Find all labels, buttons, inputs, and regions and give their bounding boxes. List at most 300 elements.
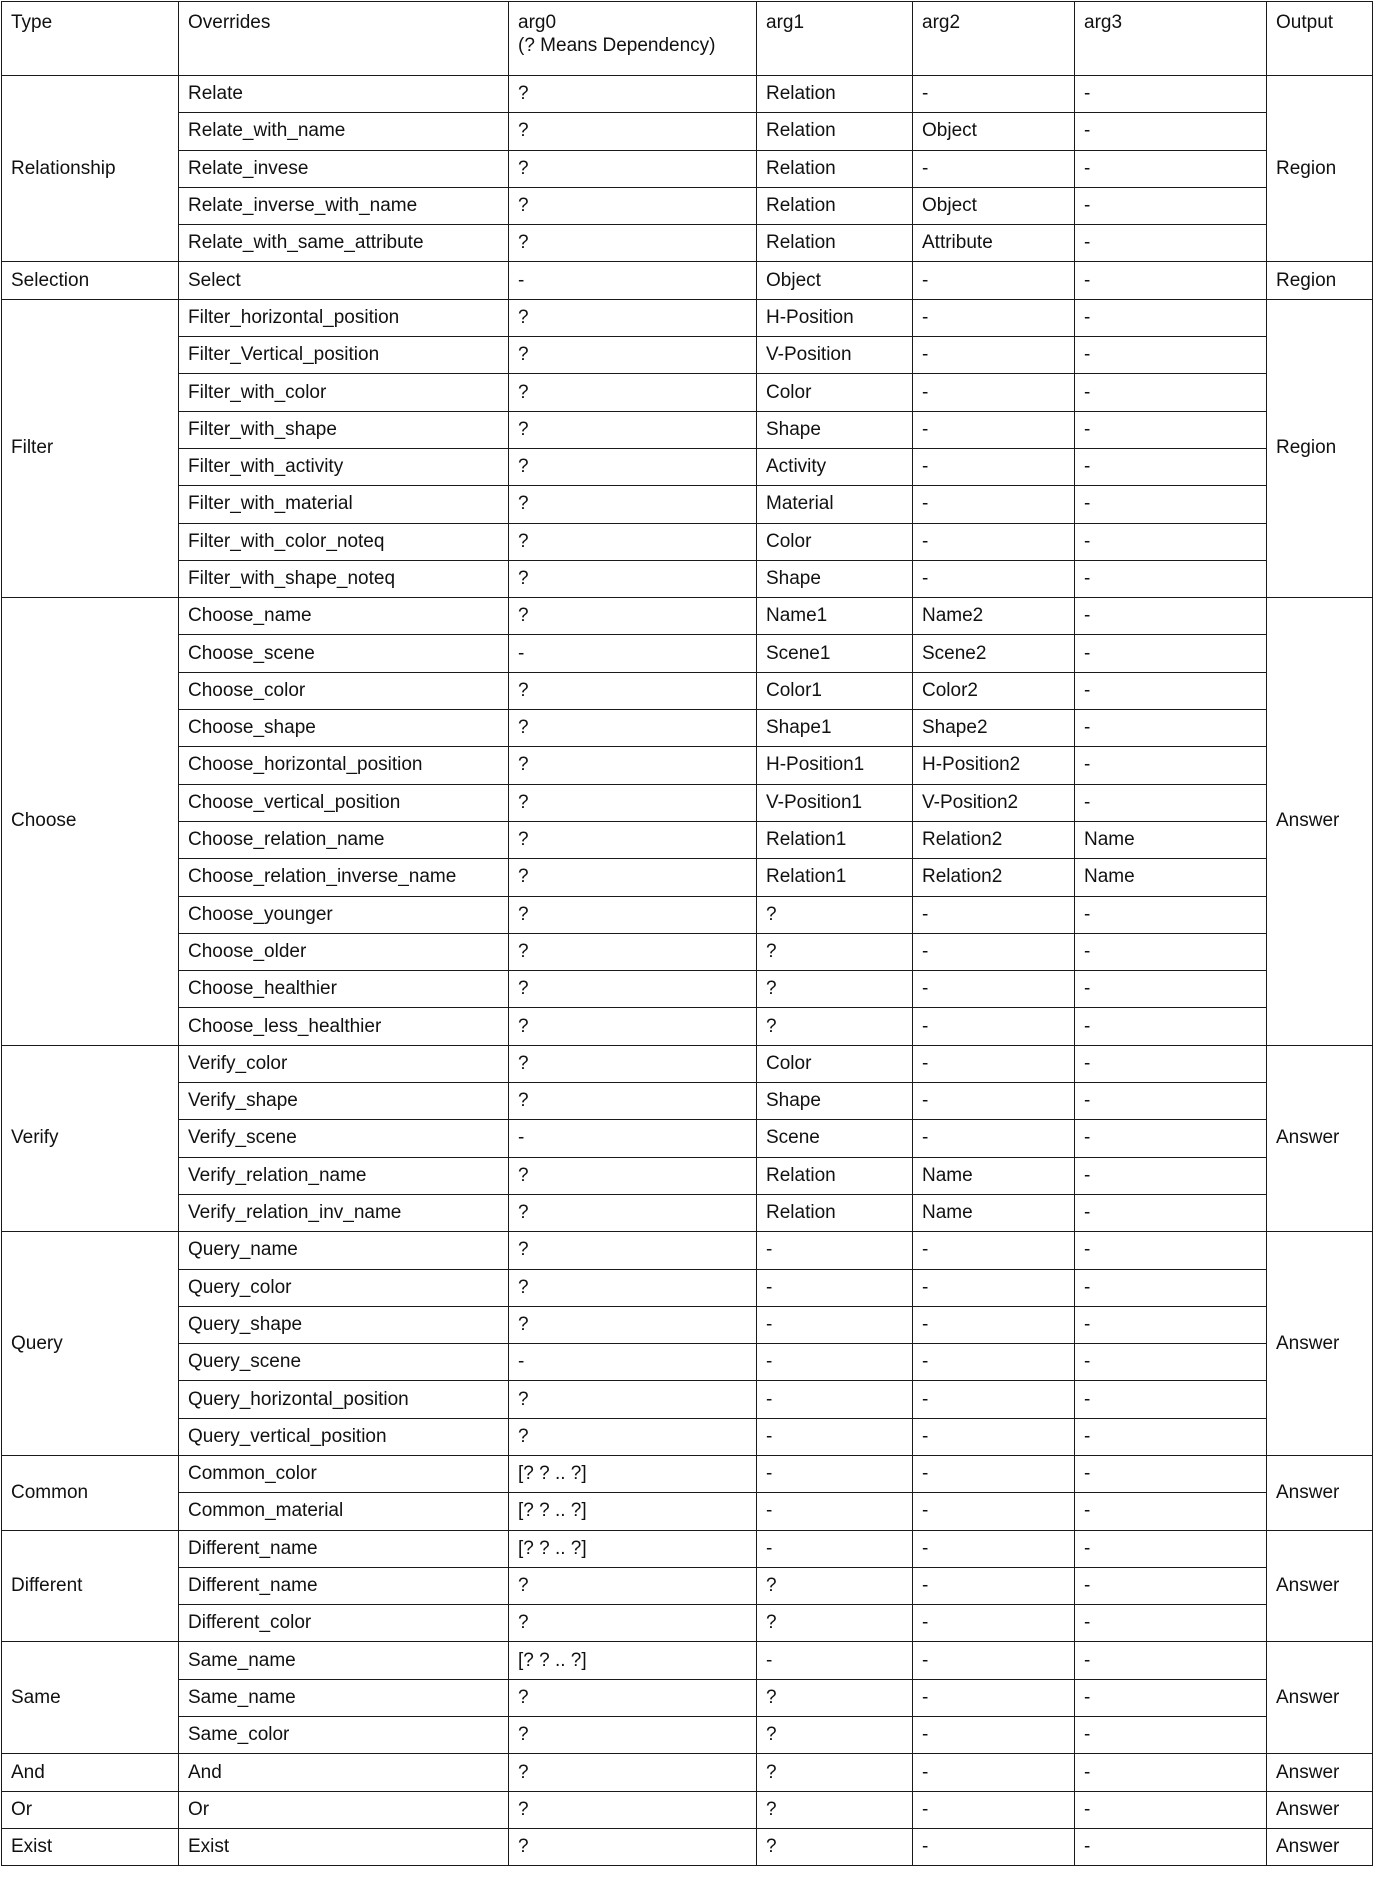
arg1-cell: ? — [757, 896, 913, 933]
type-cell: Exist — [2, 1828, 179, 1865]
table-row — [2, 896, 1373, 933]
table-row — [2, 1083, 1373, 1120]
arg0-cell: ? — [509, 76, 757, 113]
arg0-cell: ? — [509, 859, 757, 896]
arg0-cell: ? — [509, 448, 757, 485]
arg1-cell: V-Position1 — [757, 784, 913, 821]
override-cell: Filter_horizontal_position — [179, 299, 509, 336]
arg1-cell: V-Position — [757, 337, 913, 374]
header-output: Output — [1267, 2, 1373, 76]
arg3-cell: - — [1075, 747, 1267, 784]
arg3-cell: - — [1075, 784, 1267, 821]
arg3-cell: - — [1075, 1605, 1267, 1642]
arg1-cell: - — [757, 1455, 913, 1492]
header-overrides: Overrides — [179, 2, 509, 76]
override-cell: Verify_relation_inv_name — [179, 1194, 509, 1231]
table-row — [2, 262, 1373, 299]
override-cell: Query_name — [179, 1232, 509, 1269]
arg2-cell: - — [913, 1232, 1075, 1269]
arg3-cell: - — [1075, 672, 1267, 709]
override-cell: Filter_with_shape — [179, 411, 509, 448]
arg1-cell: Color — [757, 374, 913, 411]
arg1-cell: Relation — [757, 150, 913, 187]
override-cell: Verify_scene — [179, 1120, 509, 1157]
table-row — [2, 1791, 1373, 1828]
arg3-cell: - — [1075, 1157, 1267, 1194]
table-row — [2, 933, 1373, 970]
output-cell: Answer — [1267, 1232, 1373, 1456]
override-cell: Verify_color — [179, 1045, 509, 1082]
arg0-cell: ? — [509, 896, 757, 933]
arg2-cell: - — [913, 1530, 1075, 1567]
output-cell: Answer — [1267, 598, 1373, 1046]
arg3-cell: - — [1075, 933, 1267, 970]
output-cell: Region — [1267, 76, 1373, 262]
arg2-cell: Name — [913, 1157, 1075, 1194]
table-row — [2, 1493, 1373, 1530]
arg3-cell: Name — [1075, 859, 1267, 896]
arg2-cell: - — [913, 1418, 1075, 1455]
output-cell: Region — [1267, 262, 1373, 299]
arg0-cell: ? — [509, 299, 757, 336]
arg2-cell: - — [913, 933, 1075, 970]
override-cell: Query_vertical_position — [179, 1418, 509, 1455]
override-cell: Filter_with_material — [179, 486, 509, 523]
arg2-cell: Shape2 — [913, 710, 1075, 747]
arg3-cell: - — [1075, 971, 1267, 1008]
arg3-cell: - — [1075, 150, 1267, 187]
arg1-cell: - — [757, 1232, 913, 1269]
table-row — [2, 113, 1373, 150]
arg3-cell: - — [1075, 1381, 1267, 1418]
arg1-cell: - — [757, 1418, 913, 1455]
arg1-cell: - — [757, 1344, 913, 1381]
arg2-cell: - — [913, 560, 1075, 597]
arg2-cell: Name2 — [913, 598, 1075, 635]
arg2-cell: - — [913, 1008, 1075, 1045]
table-row — [2, 710, 1373, 747]
override-cell: Select — [179, 262, 509, 299]
arg3-cell: - — [1075, 1567, 1267, 1604]
type-cell: Filter — [2, 299, 179, 597]
arg0-cell: ? — [509, 672, 757, 709]
override-cell: Common_color — [179, 1455, 509, 1492]
arg2-cell: - — [913, 262, 1075, 299]
arg0-cell: ? — [509, 113, 757, 150]
table-row — [2, 1418, 1373, 1455]
arg1-cell: Scene1 — [757, 635, 913, 672]
arg2-cell: - — [913, 1269, 1075, 1306]
type-cell: Query — [2, 1232, 179, 1456]
arg1-cell: ? — [757, 1567, 913, 1604]
arg3-cell: - — [1075, 1008, 1267, 1045]
override-cell: Filter_with_color_noteq — [179, 523, 509, 560]
arg0-cell: ? — [509, 784, 757, 821]
arg0-cell: [? ? .. ?] — [509, 1455, 757, 1492]
override-cell: Choose_younger — [179, 896, 509, 933]
output-cell: Answer — [1267, 1754, 1373, 1791]
table-row — [2, 1567, 1373, 1604]
arg2-cell: Attribute — [913, 225, 1075, 262]
arg3-cell: - — [1075, 76, 1267, 113]
table-row — [2, 1605, 1373, 1642]
table-row — [2, 1269, 1373, 1306]
arg0-cell: [? ? .. ?] — [509, 1530, 757, 1567]
override-cell: Query_horizontal_position — [179, 1381, 509, 1418]
arg0-cell: ? — [509, 971, 757, 1008]
arg3-cell: - — [1075, 1269, 1267, 1306]
override-cell: Different_name — [179, 1567, 509, 1604]
arg1-cell: Shape — [757, 411, 913, 448]
header-arg0-label: arg0 — [518, 12, 557, 33]
table-row — [2, 1828, 1373, 1865]
override-cell: Relate_inverse_with_name — [179, 187, 509, 224]
arg2-cell: - — [913, 1120, 1075, 1157]
arg3-cell: - — [1075, 1493, 1267, 1530]
override-cell: Choose_relation_inverse_name — [179, 859, 509, 896]
table-row — [2, 486, 1373, 523]
arg1-cell: H-Position1 — [757, 747, 913, 784]
arg0-cell: - — [509, 1120, 757, 1157]
arg2-cell: - — [913, 896, 1075, 933]
table-row — [2, 821, 1373, 858]
table-row — [2, 1344, 1373, 1381]
arg0-cell: ? — [509, 560, 757, 597]
arg3-cell: - — [1075, 448, 1267, 485]
arg0-cell: ? — [509, 1717, 757, 1754]
arg1-cell: Relation — [757, 225, 913, 262]
arg1-cell: Object — [757, 262, 913, 299]
arg3-cell: - — [1075, 1754, 1267, 1791]
arg2-cell: - — [913, 523, 1075, 560]
type-cell: Choose — [2, 598, 179, 1046]
arg1-cell: ? — [757, 971, 913, 1008]
arg2-cell: V-Position2 — [913, 784, 1075, 821]
arg1-cell: ? — [757, 1605, 913, 1642]
arg0-cell: - — [509, 635, 757, 672]
type-cell: Relationship — [2, 76, 179, 262]
arg3-cell: - — [1075, 225, 1267, 262]
arg3-cell: - — [1075, 1530, 1267, 1567]
arg0-cell: ? — [509, 1306, 757, 1343]
arg3-cell: - — [1075, 523, 1267, 560]
table-row — [2, 672, 1373, 709]
table-row — [2, 1232, 1373, 1269]
arg3-cell: - — [1075, 598, 1267, 635]
arg0-cell: ? — [509, 1567, 757, 1604]
arg1-cell: Name1 — [757, 598, 913, 635]
arg1-cell: - — [757, 1493, 913, 1530]
arg2-cell: H-Position2 — [913, 747, 1075, 784]
type-cell: Different — [2, 1530, 179, 1642]
arg1-cell: H-Position — [757, 299, 913, 336]
table-row — [2, 1455, 1373, 1492]
override-cell: Query_shape — [179, 1306, 509, 1343]
arg1-cell: Relation — [757, 187, 913, 224]
arg0-cell: ? — [509, 1083, 757, 1120]
arg3-cell: - — [1075, 1194, 1267, 1231]
table-row — [2, 1194, 1373, 1231]
override-cell: Same_name — [179, 1679, 509, 1716]
arg3-cell: - — [1075, 1418, 1267, 1455]
override-cell: Relate_invese — [179, 150, 509, 187]
arg0-cell: [? ? .. ?] — [509, 1493, 757, 1530]
header-arg2: arg2 — [913, 2, 1075, 76]
arg2-cell: - — [913, 1567, 1075, 1604]
arg0-cell: ? — [509, 1232, 757, 1269]
arg2-cell: - — [913, 150, 1075, 187]
arg2-cell: - — [913, 411, 1075, 448]
arg0-cell: ? — [509, 1605, 757, 1642]
arg2-cell: - — [913, 337, 1075, 374]
arg2-cell: - — [913, 299, 1075, 336]
table-row — [2, 1754, 1373, 1791]
arg3-cell: - — [1075, 1642, 1267, 1679]
arg0-cell: ? — [509, 486, 757, 523]
type-cell: Verify — [2, 1045, 179, 1231]
output-cell: Answer — [1267, 1530, 1373, 1642]
output-cell: Answer — [1267, 1828, 1373, 1865]
table-row — [2, 523, 1373, 560]
output-cell: Answer — [1267, 1791, 1373, 1828]
arg3-cell: - — [1075, 1455, 1267, 1492]
arg2-cell: - — [913, 1306, 1075, 1343]
arg0-cell: ? — [509, 1008, 757, 1045]
arg2-cell: - — [913, 1605, 1075, 1642]
table-row — [2, 971, 1373, 1008]
arg3-cell: - — [1075, 374, 1267, 411]
arg0-cell: ? — [509, 1381, 757, 1418]
arg1-cell: ? — [757, 1717, 913, 1754]
override-cell: Different_name — [179, 1530, 509, 1567]
arg1-cell: - — [757, 1269, 913, 1306]
header-arg1: arg1 — [757, 2, 913, 76]
arg3-cell: - — [1075, 560, 1267, 597]
arg2-cell: - — [913, 486, 1075, 523]
arg1-cell: - — [757, 1642, 913, 1679]
output-cell: Region — [1267, 299, 1373, 597]
arg3-cell: - — [1075, 299, 1267, 336]
table-row — [2, 1530, 1373, 1567]
output-cell: Answer — [1267, 1455, 1373, 1530]
table-row — [2, 560, 1373, 597]
arg2-cell: Object — [913, 113, 1075, 150]
type-cell: Selection — [2, 262, 179, 299]
arg3-cell: - — [1075, 337, 1267, 374]
override-cell: Or — [179, 1791, 509, 1828]
table-row — [2, 1008, 1373, 1045]
arg2-cell: - — [913, 1045, 1075, 1082]
table-row — [2, 187, 1373, 224]
override-cell: Filter_with_color — [179, 374, 509, 411]
arg2-cell: - — [913, 1455, 1075, 1492]
arg3-cell: - — [1075, 1045, 1267, 1082]
table-row — [2, 337, 1373, 374]
arg1-cell: Relation — [757, 113, 913, 150]
arg0-cell: ? — [509, 1679, 757, 1716]
arg2-cell: - — [913, 374, 1075, 411]
arg2-cell: - — [913, 1642, 1075, 1679]
arg1-cell: Relation1 — [757, 859, 913, 896]
arg3-cell: - — [1075, 486, 1267, 523]
arg2-cell: Object — [913, 187, 1075, 224]
arg0-cell: ? — [509, 411, 757, 448]
type-cell: And — [2, 1754, 179, 1791]
override-cell: Verify_shape — [179, 1083, 509, 1120]
arg1-cell: Color — [757, 1045, 913, 1082]
arg2-cell: - — [913, 1344, 1075, 1381]
arg1-cell: Shape1 — [757, 710, 913, 747]
arg0-cell: ? — [509, 598, 757, 635]
table-body — [2, 76, 1373, 1866]
arg0-cell: ? — [509, 1045, 757, 1082]
table-row — [2, 299, 1373, 336]
override-cell: Same_color — [179, 1717, 509, 1754]
arg3-cell: - — [1075, 1828, 1267, 1865]
arg1-cell: ? — [757, 933, 913, 970]
arg2-cell: - — [913, 448, 1075, 485]
arg3-cell: - — [1075, 1679, 1267, 1716]
arg0-cell: ? — [509, 1828, 757, 1865]
table-row — [2, 1642, 1373, 1679]
arg0-cell: ? — [509, 1791, 757, 1828]
arg2-cell: - — [913, 1791, 1075, 1828]
arg2-cell: Relation2 — [913, 859, 1075, 896]
arg1-cell: Material — [757, 486, 913, 523]
override-cell: Choose_less_healthier — [179, 1008, 509, 1045]
arg2-cell: - — [913, 1679, 1075, 1716]
arg3-cell: - — [1075, 1344, 1267, 1381]
override-cell: Choose_name — [179, 598, 509, 635]
arg0-cell: ? — [509, 1418, 757, 1455]
arg3-cell: Name — [1075, 821, 1267, 858]
header-arg0 — [509, 2, 757, 76]
arg0-cell: ? — [509, 1754, 757, 1791]
arg1-cell: Shape — [757, 560, 913, 597]
arg1-cell: ? — [757, 1754, 913, 1791]
override-cell: Relate_with_name — [179, 113, 509, 150]
override-cell: Query_color — [179, 1269, 509, 1306]
arg3-cell: - — [1075, 411, 1267, 448]
arg1-cell: Color — [757, 523, 913, 560]
override-cell: Choose_color — [179, 672, 509, 709]
table-row — [2, 784, 1373, 821]
arg0-cell: ? — [509, 1269, 757, 1306]
arg1-cell: - — [757, 1530, 913, 1567]
arg3-cell: - — [1075, 262, 1267, 299]
header-type: Type — [2, 2, 179, 76]
arg2-cell: - — [913, 76, 1075, 113]
table-row — [2, 1045, 1373, 1082]
arg0-cell: ? — [509, 187, 757, 224]
override-cell: Choose_relation_name — [179, 821, 509, 858]
arg2-cell: Name — [913, 1194, 1075, 1231]
arg2-cell: - — [913, 1717, 1075, 1754]
arg3-cell: - — [1075, 1791, 1267, 1828]
override-cell: Exist — [179, 1828, 509, 1865]
table-row — [2, 448, 1373, 485]
arg1-cell: Activity — [757, 448, 913, 485]
arg2-cell: Scene2 — [913, 635, 1075, 672]
table-row — [2, 76, 1373, 113]
override-cell: Different_color — [179, 1605, 509, 1642]
arg1-cell: Relation — [757, 1194, 913, 1231]
override-cell: Verify_relation_name — [179, 1157, 509, 1194]
arg2-cell: Relation2 — [913, 821, 1075, 858]
arg1-cell: Relation — [757, 76, 913, 113]
arg1-cell: ? — [757, 1828, 913, 1865]
arg1-cell: ? — [757, 1008, 913, 1045]
arg0-cell: - — [509, 262, 757, 299]
arg1-cell: ? — [757, 1679, 913, 1716]
arg0-cell: ? — [509, 374, 757, 411]
operations-table — [1, 1, 1373, 1866]
arg2-cell: - — [913, 1381, 1075, 1418]
override-cell: Filter_with_activity — [179, 448, 509, 485]
override-cell: Choose_vertical_position — [179, 784, 509, 821]
table-row — [2, 635, 1373, 672]
arg0-cell: ? — [509, 710, 757, 747]
arg3-cell: - — [1075, 710, 1267, 747]
header-arg0-note: (? Means Dependency) — [518, 35, 716, 56]
arg1-cell: Relation1 — [757, 821, 913, 858]
override-cell: Same_name — [179, 1642, 509, 1679]
arg3-cell: - — [1075, 1083, 1267, 1120]
arg0-cell: ? — [509, 747, 757, 784]
arg3-cell: - — [1075, 1306, 1267, 1343]
table-row — [2, 1717, 1373, 1754]
arg0-cell: ? — [509, 933, 757, 970]
table-row — [2, 1157, 1373, 1194]
arg2-cell: - — [913, 1083, 1075, 1120]
arg0-cell: ? — [509, 1194, 757, 1231]
table-row — [2, 598, 1373, 635]
override-cell: Choose_older — [179, 933, 509, 970]
arg2-cell: - — [913, 1493, 1075, 1530]
type-cell: Or — [2, 1791, 179, 1828]
arg1-cell: ? — [757, 1791, 913, 1828]
table-row — [2, 225, 1373, 262]
arg2-cell: - — [913, 1754, 1075, 1791]
override-cell: Query_scene — [179, 1344, 509, 1381]
arg1-cell: Shape — [757, 1083, 913, 1120]
arg1-cell: Scene — [757, 1120, 913, 1157]
output-cell: Answer — [1267, 1045, 1373, 1231]
header-arg3: arg3 — [1075, 2, 1267, 76]
arg3-cell: - — [1075, 896, 1267, 933]
arg0-cell: ? — [509, 225, 757, 262]
table-row — [2, 411, 1373, 448]
arg3-cell: - — [1075, 113, 1267, 150]
arg0-cell: [? ? .. ?] — [509, 1642, 757, 1679]
override-cell: Choose_healthier — [179, 971, 509, 1008]
arg3-cell: - — [1075, 1120, 1267, 1157]
arg3-cell: - — [1075, 1232, 1267, 1269]
arg0-cell: ? — [509, 821, 757, 858]
table-row — [2, 1306, 1373, 1343]
override-cell: Relate_with_same_attribute — [179, 225, 509, 262]
arg3-cell: - — [1075, 1717, 1267, 1754]
override-cell: Choose_horizontal_position — [179, 747, 509, 784]
arg3-cell: - — [1075, 635, 1267, 672]
arg1-cell: - — [757, 1381, 913, 1418]
type-cell: Common — [2, 1455, 179, 1530]
arg3-cell: - — [1075, 187, 1267, 224]
table-row — [2, 1679, 1373, 1716]
override-cell: Choose_scene — [179, 635, 509, 672]
arg2-cell: - — [913, 971, 1075, 1008]
table-row — [2, 1381, 1373, 1418]
